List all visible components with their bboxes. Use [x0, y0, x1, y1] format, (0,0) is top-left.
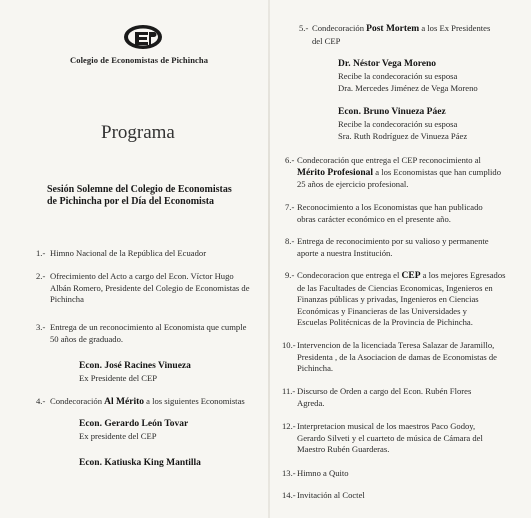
item-5-line: del CEP [312, 35, 341, 46]
item-number: 13.- [282, 468, 296, 478]
honoree-role: Ex Presidente del CEP [79, 373, 158, 383]
honoree-name: Econ. Katiuska King Mantilla [79, 458, 201, 468]
item-9-line: de las Facultades de Ciencias Economicas, Ingenieros en [297, 282, 493, 293]
honoree-name: Econ. Gerardo León Tovar [79, 419, 189, 429]
org-name: Colegio de Economistas de Pichincha [70, 55, 209, 65]
item-12-text [297, 421, 483, 456]
item-5-line [312, 23, 490, 36]
item-5-bold: Post Mortem [366, 24, 420, 34]
item-9-text [297, 270, 505, 329]
item-2-line: Ofrecimiento del Acto a cargo del Econ. Víctor Hugo [50, 271, 234, 281]
item-8-line: Entrega de reconocimiento por su valioso y permanente [297, 236, 489, 246]
item-number: 10.- [282, 340, 296, 350]
item-2-line: Albán Romero, Presidente del Colegio de Economistas de [50, 282, 250, 293]
item-number: 11.- [282, 386, 296, 396]
item-number: 1.- [36, 248, 46, 258]
item-6-line: 25 años de ejercicio profesional. [297, 179, 409, 189]
item-12-line: Interpretacion musical de los maestros Paco Godoy, [297, 421, 476, 431]
item-4-bold: Al Mérito [104, 397, 144, 407]
item-3-line: 50 años de graduado. [50, 333, 124, 344]
item-9-suffix: a los mejores Egresados [420, 270, 506, 280]
session-line-2: de Pichincha por el Día del Economista [47, 196, 215, 207]
item-6-bold: Mérito Profesional [297, 167, 374, 178]
item-8-line: aporte a nuestra Institución. [297, 247, 393, 258]
item-number: 4.- [36, 396, 46, 406]
cep-logo-icon [122, 23, 164, 51]
item-11-line: Agreda. [297, 397, 325, 408]
item-6-line: Condecoración que entrega el CEP reconocimiento al [297, 155, 481, 165]
item-8-text [297, 236, 489, 259]
item-13-text: Himno a Quito [297, 468, 349, 478]
honoree-name: Econ. Bruno Vinueza Páez [338, 107, 446, 117]
item-1-text: Himno Nacional de la República del Ecuador [50, 248, 207, 258]
item-6-text [297, 155, 501, 191]
honoree-name: Dr. Néstor Vega Moreno [338, 59, 436, 69]
honoree-role: Dra. Mercedes Jiménez de Vega Moreno [338, 83, 478, 93]
item-10-line: Presidenta , de la Asociacion de damas de Economistas de [297, 351, 497, 362]
item-4-suffix: a los siguientes Economistas [144, 396, 245, 406]
honoree-name: Econ. José Racines Vinueza [79, 361, 191, 371]
item-9-line: Económicas y Financieras de las Universidades y [297, 305, 467, 316]
item-number: 3.- [36, 322, 46, 332]
item-7-line: obras carácter económico en el presente año. [297, 213, 451, 224]
item-2-line: Pichincha [50, 294, 84, 304]
item-number: 12.- [282, 421, 296, 431]
item-5-suffix: a los Ex Presidentes [419, 23, 491, 33]
item-10-text [297, 340, 497, 375]
item-number: 2.- [36, 271, 46, 281]
item-5-prefix: Condecoración [312, 23, 367, 33]
item-9-prefix: Condecoracion que entrega el [297, 270, 402, 280]
item-number: 14.- [282, 490, 296, 500]
item-12-line: Maestro Rubén Guarderas. [297, 444, 390, 454]
honoree-role: Ex presidente del CEP [79, 431, 157, 441]
item-7-line: Reconocimiento a los Economistas que han publicado [297, 202, 483, 212]
item-number: 7.- [285, 202, 295, 212]
item-number: 6.- [285, 155, 295, 165]
item-number: 5.- [299, 23, 309, 33]
item-6-line [297, 167, 501, 180]
item-number: 8.- [285, 236, 295, 246]
item-6-suffix: a los Economistas que han cumplido [373, 166, 502, 177]
item-9-line [297, 270, 505, 283]
item-9-bold: CEP [401, 271, 421, 281]
item-12-line: Gerardo Silveti y el cuarteto de música de Cámara del [297, 432, 483, 443]
session-heading [47, 184, 232, 208]
page-title: Programa [101, 122, 175, 143]
session-line-1: Sesión Solemne del Colegio de Economistas [47, 184, 232, 195]
item-14-text: Invitación al Coctel [297, 490, 365, 500]
item-9-line: Finanzas públicas y privadas, Ingenieros en Ciencias [297, 294, 479, 304]
item-5-text [312, 23, 490, 47]
item-number: 9.- [285, 270, 295, 280]
item-10-line: Pichincha. [297, 363, 334, 373]
item-9-line: Escuelas Politécnicas de la Provincia de Pichincha. [297, 317, 473, 327]
item-4-prefix: Condecoración [50, 396, 105, 406]
item-10-line: Intervencion de la licenciada Teresa Salazar de Jaramillo, [297, 340, 495, 350]
honoree-role: Recibe la condecoración su esposa [338, 119, 458, 129]
honoree-role: Recibe la condecoración su esposa [338, 71, 458, 81]
item-11-line: Discurso de Orden a cargo del Econ. Rubén Flores [297, 386, 472, 396]
honoree-role: Sra. Ruth Rodríguez de Vinueza Páez [338, 131, 468, 141]
item-4-text [50, 396, 245, 409]
item-7-text [297, 202, 483, 225]
item-3-line: Entrega de un reconocimiento al Economista que cumple [50, 322, 247, 332]
item-3-text [50, 322, 246, 345]
item-2-text [50, 271, 250, 306]
center-fold [268, 0, 270, 518]
item-11-text [297, 386, 471, 409]
